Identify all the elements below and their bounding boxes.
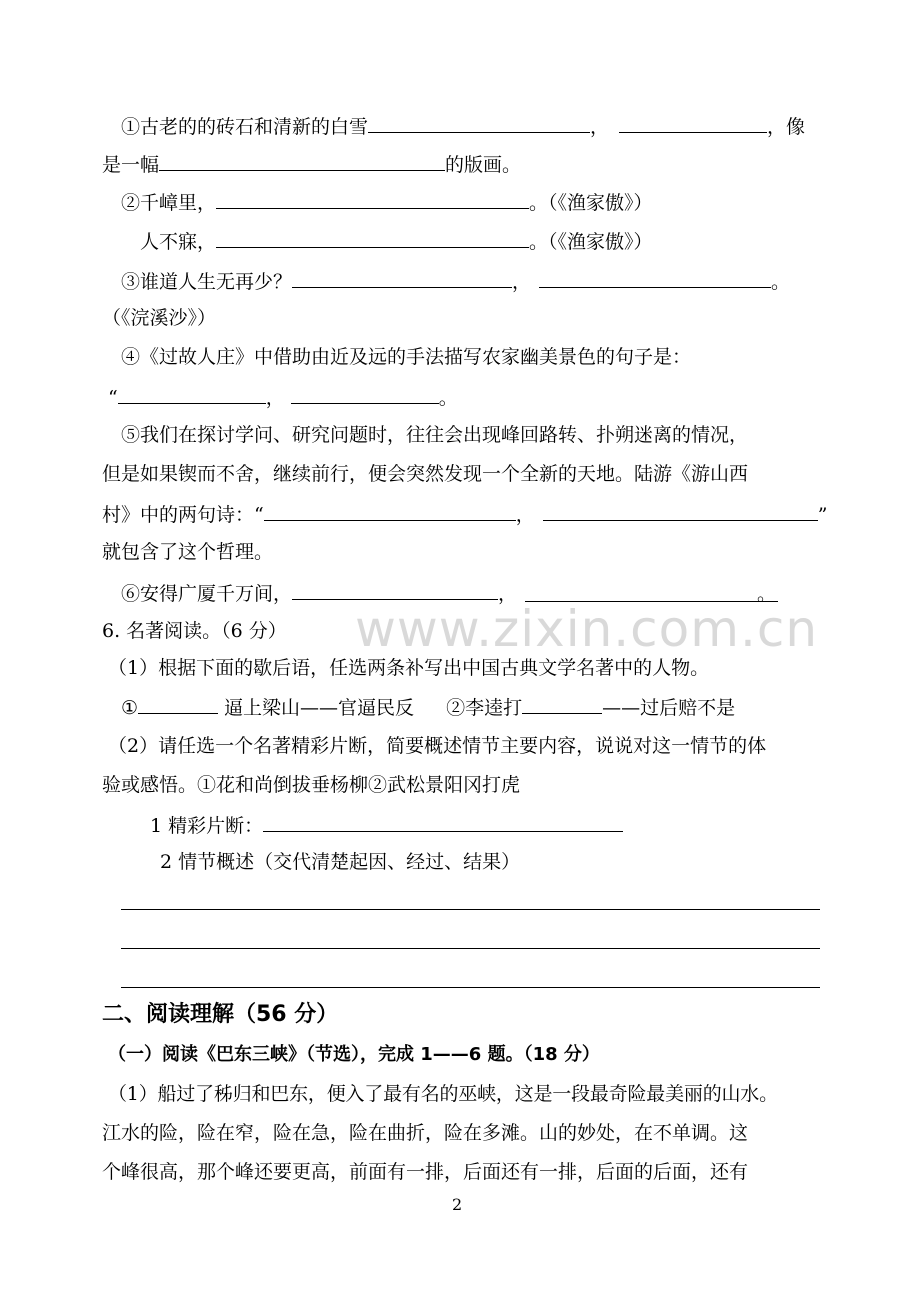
- q6-text: ②李逵打: [446, 697, 523, 719]
- q6-part2-line2: 验或感悟。①花和尚倒拔垂杨柳②武松景阳冈打虎: [102, 774, 521, 796]
- page-number: 2: [452, 1195, 463, 1214]
- q6-text: 逼上梁山——官逼民反: [224, 697, 415, 719]
- q5-text: ，: [590, 116, 610, 138]
- answer-blank[interactable]: [118, 384, 266, 404]
- answer-blank[interactable]: [159, 151, 445, 171]
- q5-line-4: [140, 228, 653, 254]
- q5-text: 村》中的两句诗：“: [102, 504, 264, 526]
- q6-text: ①: [121, 697, 139, 719]
- q5-text: 是一幅: [102, 154, 160, 176]
- q5-text: 。（《渔家傲》）: [529, 192, 653, 214]
- q5-text: 的版画。: [445, 154, 522, 176]
- watermark: www.zixin.com.cn: [355, 600, 819, 658]
- q5-text: 人不寐，: [140, 231, 217, 253]
- q6-part1: （1）根据下面的歇后语，任选两条补写出中国古典文学名著中的人物。: [108, 657, 710, 679]
- answer-line[interactable]: [121, 987, 820, 988]
- q5-line-10: 但是如果锲而不舍，继续前行，便会突然发现一个全新的天地。陆游《游山西: [102, 463, 749, 485]
- q6-part2-line1: （2）请任选一个名著精彩片断，简要概述情节主要内容，说说对这一情节的体: [108, 735, 767, 757]
- q6-title: 6. 名著阅读。（6 分）: [102, 620, 287, 642]
- section-subheading: （一）阅读《巴东三峡》（节选），完成 1——6 题。（18 分）: [108, 1044, 600, 1065]
- q6-text: 1 精彩片断：: [150, 815, 264, 837]
- passage-line: （1）船过了秭归和巴东，便入了最有名的巫峡，这是一段最奇险最美丽的山水。: [108, 1083, 778, 1105]
- q6-field-summary: 2 情节概述（交代清楚起因、经过、结果）: [160, 851, 521, 873]
- q5-line-7: ④《过故人庄》中借助由近及远的手法描写农家幽美景色的句子是：: [121, 346, 692, 368]
- answer-line[interactable]: [121, 948, 820, 949]
- answer-blank[interactable]: [368, 113, 590, 133]
- section-heading: 二、阅读理解（56 分）: [102, 1002, 339, 1027]
- q5-text: 。: [438, 387, 458, 409]
- q5-line-6: （《浣溪沙》）: [102, 307, 217, 329]
- answer-blank[interactable]: [292, 580, 498, 600]
- answer-blank[interactable]: [138, 694, 218, 714]
- q5-text: ，: [515, 504, 535, 526]
- q5-text: ③谁道人生无再少？: [121, 271, 293, 293]
- q5-line-12: 就包含了这个哲理。: [102, 541, 274, 563]
- answer-line[interactable]: [121, 909, 820, 910]
- answer-blank[interactable]: [522, 694, 602, 714]
- passage-line: 江水的险，险在窄，险在急，险在曲折，险在多滩。山的妙处，在不单调。这: [102, 1122, 749, 1144]
- q5-line-1: [121, 113, 805, 139]
- q5-text: 。（《渔家傲》）: [529, 231, 653, 253]
- answer-blank[interactable]: [216, 228, 529, 248]
- answer-blank[interactable]: [539, 268, 771, 288]
- passage-line: 个峰很高，那个峰还要更高，前面有一排，后面还有一排，后面的后面，还有: [102, 1161, 749, 1183]
- q5-line-2: [102, 151, 521, 177]
- q6-field-excerpt: [150, 812, 623, 838]
- q5-text: ①古老的的砖石和清新的白雪: [121, 116, 369, 138]
- q5-text: ”: [817, 504, 828, 526]
- q5-text: ，像: [767, 116, 806, 138]
- q5-text: 。: [771, 271, 791, 293]
- q5-line-9: ⑤我们在探讨学问、研究问题时，往往会出现峰回路转、扑朔迷离的情况，: [121, 424, 749, 446]
- q5-text: ⑥安得广厦千万间，: [121, 583, 293, 605]
- q5-text: 。: [757, 583, 777, 605]
- q6-text: ——过后赔不是: [602, 697, 736, 719]
- q5-line-11: [102, 501, 827, 527]
- answer-blank[interactable]: [264, 501, 516, 521]
- answer-blank[interactable]: [291, 384, 439, 404]
- q5-line-5: [121, 268, 790, 294]
- q5-line-8: [108, 384, 458, 410]
- q6-part1-options: [121, 694, 735, 720]
- answer-blank[interactable]: [292, 268, 512, 288]
- q5-text: ，: [498, 583, 518, 605]
- q5-text: “: [108, 387, 118, 409]
- q5-line-3: [121, 189, 653, 215]
- answer-blank[interactable]: [216, 189, 529, 209]
- q5-text: ②千嶂里，: [121, 192, 217, 214]
- q5-line-13: [121, 580, 778, 606]
- answer-blank[interactable]: [525, 582, 778, 605]
- answer-blank[interactable]: [619, 113, 767, 133]
- q5-text: ，: [512, 271, 532, 293]
- answer-blank[interactable]: [263, 812, 623, 832]
- answer-blank[interactable]: [543, 501, 818, 521]
- q5-text: ，: [265, 387, 285, 409]
